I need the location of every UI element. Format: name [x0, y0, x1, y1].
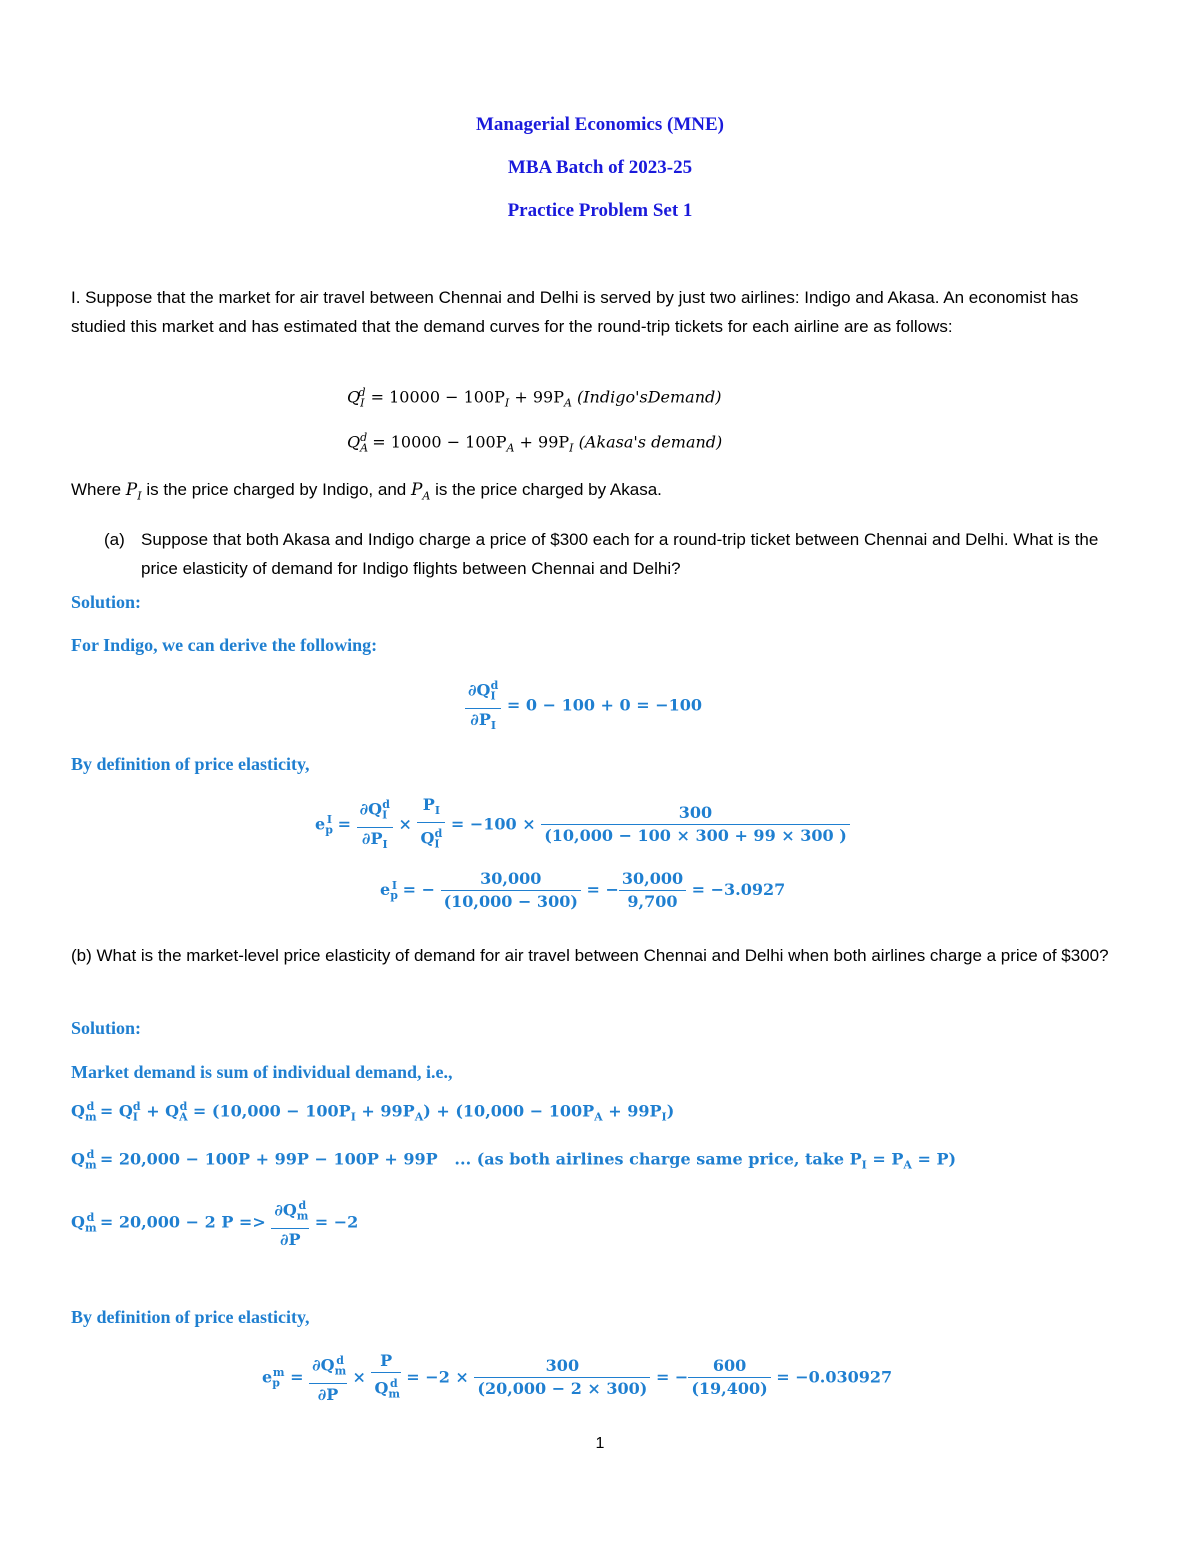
part-b-question: (b) What is the market-level price elasticity of demand for air travel between Chennai and Delhi when both airlines charge a price of $300?	[71, 946, 1109, 965]
question-number: I	[71, 288, 76, 307]
intro-paragraph	[71, 284, 1131, 341]
market-demand-sum: $Q_m^d = Q_I^d + Q_A^d = (10,000 - 100P_I + 99P_A) + (10,000 - 100P_A + 99P_I)$	[71, 1100, 675, 1124]
page-number: 1	[595, 1435, 605, 1452]
part-b-definition-line: By definition of price elasticity,	[71, 1307, 310, 1327]
market-elasticity-equation: $e_p^m$ = $\frac{\partial Q_m^d}{\partial P}$ × $\frac{P}{Q_m^d}$ = −2 × $\frac{300}{(20,000 - 2 \times 300)}$ = − $\frac{600}{(19,400)}$ = −0.030927	[262, 1351, 893, 1404]
part-b-market-line: Market demand is sum of individual demand, i.e.,	[71, 1062, 453, 1082]
part-a-marker: (a)	[104, 530, 125, 549]
indigo-elasticity-equation: $e_p^I$ = $\frac{\partial Q_I^d}{\partial P_I}$ × $\frac{P_I}{Q_I^d}$ = −100 × $\frac{300}{(10,000 - 100 \times 300 + 99 \times 300 )}$	[315, 794, 850, 856]
course-title: Managerial Economics (MNE)	[475, 114, 724, 135]
set-title: Practice Problem Set 1	[507, 200, 693, 221]
part-a-question: Suppose that both Akasa and Indigo charge a price of $300 each for a round-trip ticket between Chennai and Delhi. What is the price elasticity of demand for Indigo flights between Chennai and Delhi?	[141, 530, 1099, 578]
akasa-demand-equation: $Q_A^d = 10000 - 100P_A + 99P_I$ (Akasa's demand)	[347, 431, 723, 455]
indigo-demand-equation: $Q_I^d = 10000 - 100P_I + 99P_A$ (Indigo'sDemand)	[347, 386, 722, 410]
part-a-derive-line: For Indigo, we can derive the following:	[71, 635, 378, 655]
indigo-derivative-equation: $\frac{\partial Q_I^d}{\partial P_I}$ = 0 − 100 + 0 = −100	[465, 675, 702, 737]
batch-title: MBA Batch of 2023-25	[507, 157, 693, 178]
part-a-definition-line: By definition of price elasticity,	[71, 754, 310, 774]
part-a-solution-label: Solution:	[71, 592, 142, 612]
intro-text: . Suppose that the market for air travel between Chennai and Delhi is served by just two airlines: Indigo and Akasa. An economist has studied this market and has estimated that the demand curves for the round-trip tickets for each airline are as follows:	[71, 288, 1079, 336]
market-demand-derivative: $Q_m^d = 20,000 - 2$ P => $\frac{\partial Q_m^d}{\partial P}$ = −2	[71, 1195, 358, 1251]
market-demand-expanded: $Q_m^d = 20,000 - 100P + 99P - 100P + 99P$ ... (as both airlines charge same price, take $P_I = P_A = P$)	[71, 1148, 957, 1172]
part-b-marker: (b)	[71, 946, 92, 965]
where-line: Where $P_I$ is the price charged by Indigo, and $P_A$ is the price charged by Akasa.	[71, 480, 662, 503]
part-b-solution-label: Solution:	[71, 1018, 142, 1038]
indigo-elasticity-result: $e_p^I$ = − $\frac{30,000}{(10,000 - 300)}$ = − $\frac{30,000}{9,700}$ = −3.0927	[380, 869, 786, 911]
